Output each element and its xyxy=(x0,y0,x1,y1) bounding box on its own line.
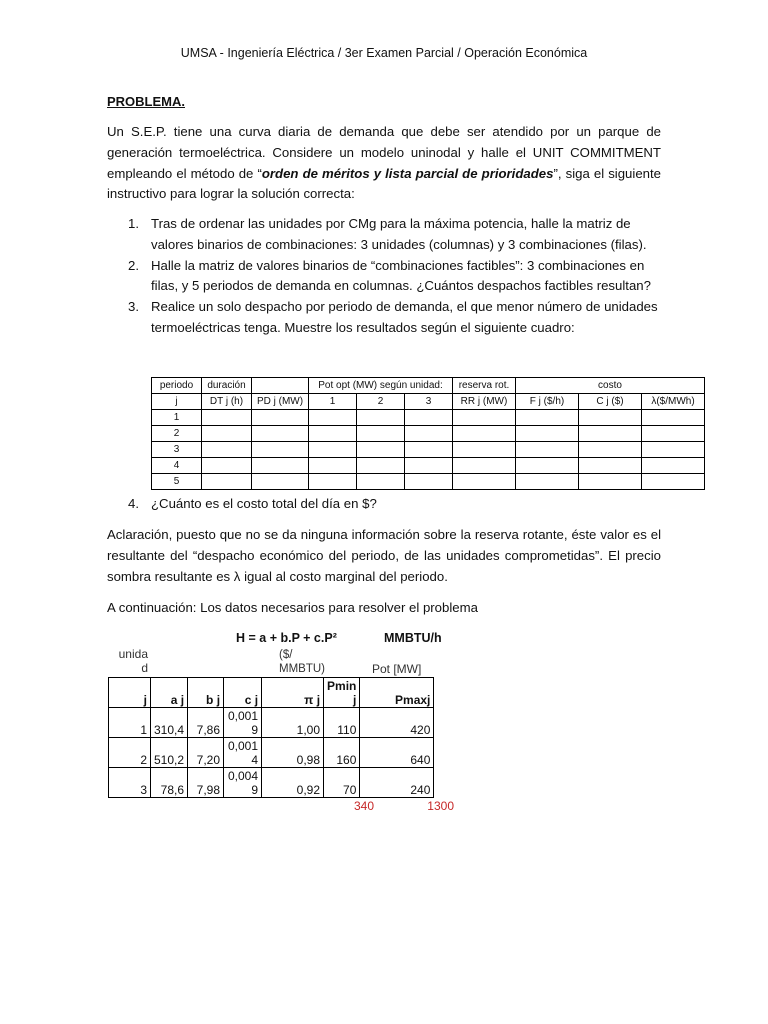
formula-units: MMBTU/h xyxy=(384,631,442,645)
header-cell: a j xyxy=(151,678,188,708)
sub-header-cell: 3 xyxy=(405,394,453,410)
cell-a: 310,4 xyxy=(151,708,188,738)
sub-header-cell: 1 xyxy=(309,394,357,410)
data-intro: A continuación: Los datos necesarios para resolver el problema xyxy=(107,600,478,615)
hdr-duracion: duración xyxy=(202,378,252,394)
list-item-text: Realice un solo despacho por periodo de demanda, el que menor número de unidades termoeléctricas tenga. Muestre los resultados según el siguiente cuadro: xyxy=(151,299,658,335)
intro-part1: Un S.E.P. tiene una curva diaria de demanda que debe ser atendido por un parque de generación termoeléctrica. Considere un modelo uninodal y halle el UNIT COMMITMENT empleando el método de “ xyxy=(107,124,661,181)
cell-pi: 1,00 xyxy=(262,708,324,738)
table-row xyxy=(152,410,705,426)
cell-pmin: 160 xyxy=(324,738,360,768)
cell-j: 2 xyxy=(109,738,151,768)
cell-b: 7,98 xyxy=(188,768,224,798)
list-item-text: ¿Cuánto es el costo total del día en $? xyxy=(151,496,377,511)
cell-pmax: 420 xyxy=(360,708,434,738)
cell-pmax: 640 xyxy=(360,738,434,768)
header-cell: Pmaxj xyxy=(360,678,434,708)
unidad-label: unida d xyxy=(118,647,148,675)
sub-header-cell: 2 xyxy=(357,394,405,410)
cell-b: 7,20 xyxy=(188,738,224,768)
intro-part2: ”, siga el siguiente instructivo para lograr la solución correcta: xyxy=(107,165,661,202)
sub-header-cell: j xyxy=(152,394,202,410)
cell-b: 7,86 xyxy=(188,708,224,738)
intro-paragraph xyxy=(107,122,661,205)
row-index: 4 xyxy=(152,458,202,474)
row-index: 5 xyxy=(152,474,202,490)
list-item xyxy=(107,256,667,298)
sub-header-cell: F j ($/h) xyxy=(516,394,579,410)
list-item-text: Halle la matriz de valores binarios de “combinaciones factibles”: 3 combinaciones en filas, y 5 periodos de demanda en columnas. ¿Cuántos despachos factibles resultan? xyxy=(151,257,651,294)
cell-pi: 0,92 xyxy=(262,768,324,798)
instruction-list xyxy=(107,214,667,339)
price-unit-label: ($/ MMBTU) xyxy=(279,649,325,675)
units-data-table xyxy=(108,677,434,798)
table-row xyxy=(152,458,705,474)
table-row xyxy=(109,768,434,798)
cell-a: 78,6 xyxy=(151,768,188,798)
cell-c: 0,001 9 xyxy=(224,708,262,738)
intro-emphasis: orden de méritos y lista parcial de prioridades xyxy=(261,165,554,181)
sub-header-cell: DT j (h) xyxy=(202,394,252,410)
list-item-text: Tras de ordenar las unidades por CMg para la máxima potencia, halle la matriz de valores binarios de combinaciones: 3 unidades (columnas) y 3 combinaciones (filas). xyxy=(151,216,647,252)
cell-c: 0,004 9 xyxy=(224,768,262,798)
table-row xyxy=(152,474,705,490)
header-cell: c j xyxy=(224,678,262,708)
cell-j: 3 xyxy=(109,768,151,798)
cell-pmin: 110 xyxy=(324,708,360,738)
sub-header-cell: C j ($) xyxy=(579,394,642,410)
cell-j: 1 xyxy=(109,708,151,738)
cell-c: 0,001 4 xyxy=(224,738,262,768)
list-item xyxy=(107,214,667,256)
list-item xyxy=(107,297,667,339)
list-item xyxy=(107,494,667,515)
clarification-paragraph: Aclaración, puesto que no se da ninguna información sobre la reserva rotante, éste valor es el resultante del “despacho económico del periodo, de las unidades comprometidas”. El precio sombra resultante es λ igual al costo marginal del periodo. xyxy=(107,527,661,584)
list-item-number: 2. xyxy=(128,257,139,273)
power-label: Pot [MW] xyxy=(372,662,422,676)
cell-pi: 0,98 xyxy=(262,738,324,768)
header-cell: b j xyxy=(188,678,224,708)
list-item-number: 3. xyxy=(128,299,139,315)
table-row xyxy=(109,738,434,768)
row-index: 1 xyxy=(152,410,202,426)
cell-pmax: 240 xyxy=(360,768,434,798)
hdr-pot-opt: Pot opt (MW) según unidad: xyxy=(309,378,453,394)
results-sub-header-row xyxy=(152,394,705,410)
hdr-costo: costo xyxy=(516,378,705,394)
header-cell: π j xyxy=(262,678,324,708)
table-row xyxy=(152,442,705,458)
problem-title: PROBLEMA. xyxy=(107,94,185,109)
header-cell: Pmin j xyxy=(324,678,360,708)
row-index: 3 xyxy=(152,442,202,458)
results-group-header-row xyxy=(152,378,705,394)
list-item-number: 4. xyxy=(128,496,139,511)
hdr-reserva: reserva rot. xyxy=(453,378,516,394)
cell-pmin: 70 xyxy=(324,768,360,798)
instruction-list-continued xyxy=(107,494,667,515)
sub-header-cell: PD j (MW) xyxy=(252,394,309,410)
table-row xyxy=(152,426,705,442)
cell-a: 510,2 xyxy=(151,738,188,768)
page-header: UMSA - Ingeniería Eléctrica / 3er Examen Parcial / Operación Económica xyxy=(180,46,588,60)
table-row xyxy=(109,708,434,738)
hdr-periodo: periodo xyxy=(152,378,202,394)
heat-rate-formula: H = a + b.P + c.P² xyxy=(236,631,337,645)
list-item-number: 1. xyxy=(128,216,139,231)
sub-header-cell: λ($/MWh) xyxy=(642,394,705,410)
results-table xyxy=(151,377,705,490)
row-index: 2 xyxy=(152,426,202,442)
sub-header-cell: RR j (MW) xyxy=(453,394,516,410)
header-cell: j xyxy=(109,678,151,708)
pmin-total: 340 xyxy=(353,799,374,813)
data-header-row xyxy=(109,678,434,708)
pmax-total: 1300 xyxy=(427,799,454,813)
